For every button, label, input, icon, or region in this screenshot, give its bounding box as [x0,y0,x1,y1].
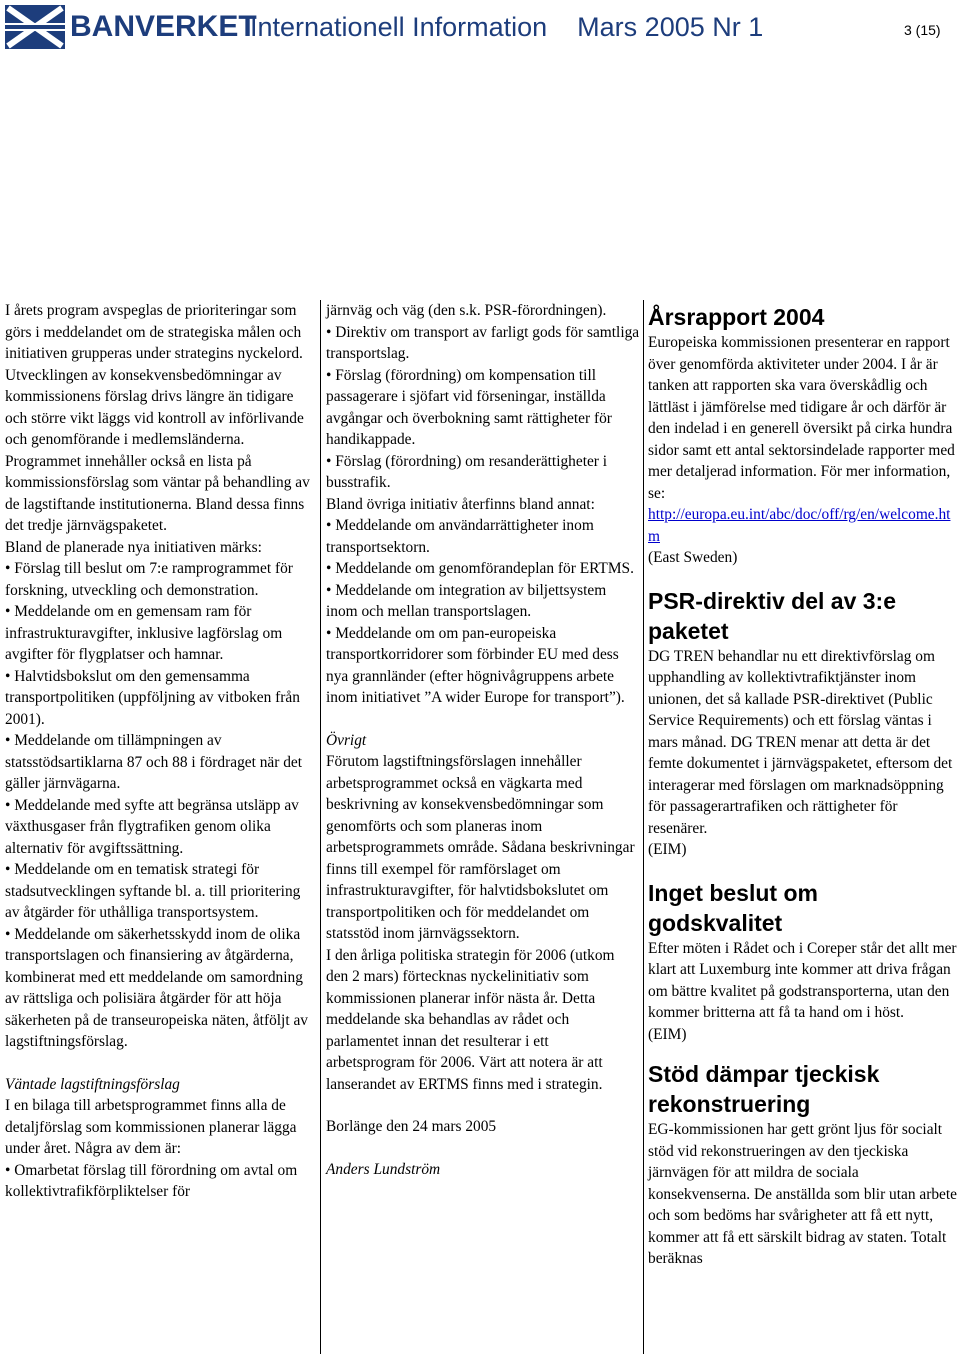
article-source: (East Sweden) [648,549,738,566]
column-divider-left [320,300,321,1354]
article-source: (EIM) [648,1025,687,1043]
list-item: • Meddelande om integration av biljettsystem inom och mellan transportslagen. [326,581,607,620]
article-source: (EIM) [648,841,687,858]
column-middle [326,300,640,1180]
list-item: • Meddelande om säkerhetsskydd inom de olika transportslagen och finansiering av åtgärderna, kombinerat med ett meddelande om samordning av rättsliga och polisiära åtgärder för att höja säkerheten på de transeuropeiska näten, åtföljt av lagstiftningsförslag. [5,925,308,1050]
column-divider-right [643,300,644,1354]
article-heading: Årsrapport 2004 [648,304,825,330]
paragraph: Förutom lagstiftningsförslagen innehåller arbetsprogrammet också en vägkarta med beskrivning av konsekvensbedömningar som genomförts och som planeras inom arbetsprogrammets område. Sådana beskrivningar finns till exempel för ramförslaget om infrastrukturavgifter, för halvtidsbokslutet om transportpolitiken och för meddelandet om statsstöd inom järnvägssektorn. [326,753,635,942]
article-body: Europeiska kommissionen presenterar en rapport över genomförda aktiviteter under 2004. I år är tanken att rapporten ska vara överskådlig och lättläst i jämförelse med tidigare år och därför är den indelad i en generell översikt på cirka hundra sidor samt ett antal sektorsindelade rapporter med mer detaljerad information. För mer information, se: [648,334,955,502]
list-item: • Förslag till beslut om 7:e ramprogrammet för forskning, utveckling och demonstration. [5,560,293,599]
list-item: • Direktiv om transport av farligt gods för samtliga transportslag. [326,323,640,362]
europa-link[interactable]: http://europa.eu.int/abc/doc/off/rg/en/welcome.htm [648,506,951,545]
list-item: • Meddelande om om pan-europeiska transportkorridorer som förbinder EU med dess nya grannländer (efter högnivågruppens arbete inom initiativet ”A wider Europe for transport”). [326,624,625,706]
column-right [648,300,958,1270]
publication-title: Internationell Information Mars 2005 Nr 1 [250,12,764,42]
signature-name: Anders Lundström [326,1160,441,1178]
page-number: 3 (15) [904,22,941,38]
section-subheading: Övrigt [326,731,367,749]
logo-wordmark: BANVERKET [70,10,257,43]
list-item: • Omarbetat förslag till förordning om avtal om kollektivtrafikförpliktelser för [5,1161,298,1200]
list-item: • Meddelande om en gemensam ram för infrastrukturavgifter, inklusive lagförslag om avgifter för flygplatser och hamnar. [5,603,283,663]
paragraph: I en bilaga till arbetsprogrammet finns alla de detaljförslag som kommissionen planerar lägga under året. Några av dem är: [5,1097,297,1157]
list-item: • Meddelande om tillämpningen av statsstödsartiklarna 87 och 88 i fördraget när det gäller järnvägarna. [5,732,303,792]
spacer [326,1138,640,1159]
list-item: • Meddelande om genomförandeplan för ERTMS. [326,560,634,577]
spacer [326,709,640,730]
paragraph: Bland övriga initiativ återfinns bland annat: [326,495,595,513]
spacer [5,1053,315,1074]
list-item: järnväg och väg (den s.k. PSR-förordningen). [326,302,607,319]
list-item: • Meddelande med syfte att begränsa utsläpp av växthusgaser från flygtrafiken genom olika alternativ för avgiftssättning. [5,796,299,857]
article-heading: PSR-direktiv del av 3:e paketet [648,587,896,644]
list-item: • Halvtidsbokslut om den gemensamma transportpolitiken (uppföljning av vitboken från 2001). [5,667,300,728]
list-item: • Förslag (förordning) om kompensation till passagerare i sjöfart vid förseningar, inställda avgångar och överbokning samt rättigheter för handikappade. [326,366,612,448]
spacer [326,1095,640,1116]
article-body: DG TREN behandlar nu ett direktivförslag om upphandling av kollektivtrafiktjänster inom unionen, det så kallade PSR-direktivet (Public Service Requirements) och ett förslag väntas i mars månad. DG TREN menar att detta är det femte dokumentet i järnvägspaketet, eftersom det interagerar med förslagen om marknadsöppning för passagerartrafiken och rättigheter för resenärer. [648,647,953,837]
list-item: • Meddelande om en tematisk strategi för stadsutvecklingen syftande bl. a. till prioritering av åtgärder för uthålliga transportsystem. [5,861,301,921]
page-header [0,0,960,56]
article-body: Efter möten i Rådet och i Coreper står det allt mer klart att Luxemburg inte kommer att driva frågan om bättre kvalitet på godstransporterna, utan den kommer britterna att få ta hand om i höst. [648,939,957,1021]
list-item: • Förslag (förordning) om resanderättigheter i busstrafik. [326,452,608,491]
signature-place-date: Borlänge den 24 mars 2005 [326,1118,497,1135]
intro-paragraph: I årets program avspeglas de prioriteringar som görs i meddelandet om de strategiska målen och initiativen grupperas under strategins nyckelord. Utvecklingen av konsekvensbedömningar av kommissionens förslag drivs längre än tidigare och större vikt läggs vid kontroll av införlivande och genomförande i medlemsländerna. Programmet innehåller också en lista på kommissionsförslag som väntar på behandling av de lagstiftande institutionerna. Bland dessa finns det tredje järnvägspaketet. [5,302,310,534]
section-subheading: Väntade lagstiftningsförslag [5,1075,180,1093]
initiatives-intro: Bland de planerade nya initiativen märks: [5,538,262,556]
article-heading: Stöd dämpar tjeckisk rekonstruering [648,1061,880,1117]
banverket-logo-flag-icon [5,5,65,49]
column-left [5,300,315,1203]
list-item: • Meddelande om användarrättigheter inom transportsektorn. [326,517,594,556]
article-heading: Inget beslut om godskvalitet [648,879,818,936]
article-body: EG-kommissionen har gett grönt ljus för socialt stöd vid rekonstrueringen av den tjeckiska järnvägen för att mildra de sociala konsekvenserna. De anställda som blir utan arbete och som bedöms har svårigheter att få ett nytt, kommer att få ett särskilt bidrag av staten. Totalt beräknas [648,1121,957,1267]
paragraph: I den årliga politiska strategin för 2006 (utkom den 2 mars) förtecknas nyckelinitiativ som kommissionen planerar inför nästa år. Detta meddelande ska behandlas av rådet och parlamentet innan det resulterar i ett arbetsprogram för 2006. Värt att notera är att lanserandet av ERTMS finns med i strategin. [326,946,615,1093]
